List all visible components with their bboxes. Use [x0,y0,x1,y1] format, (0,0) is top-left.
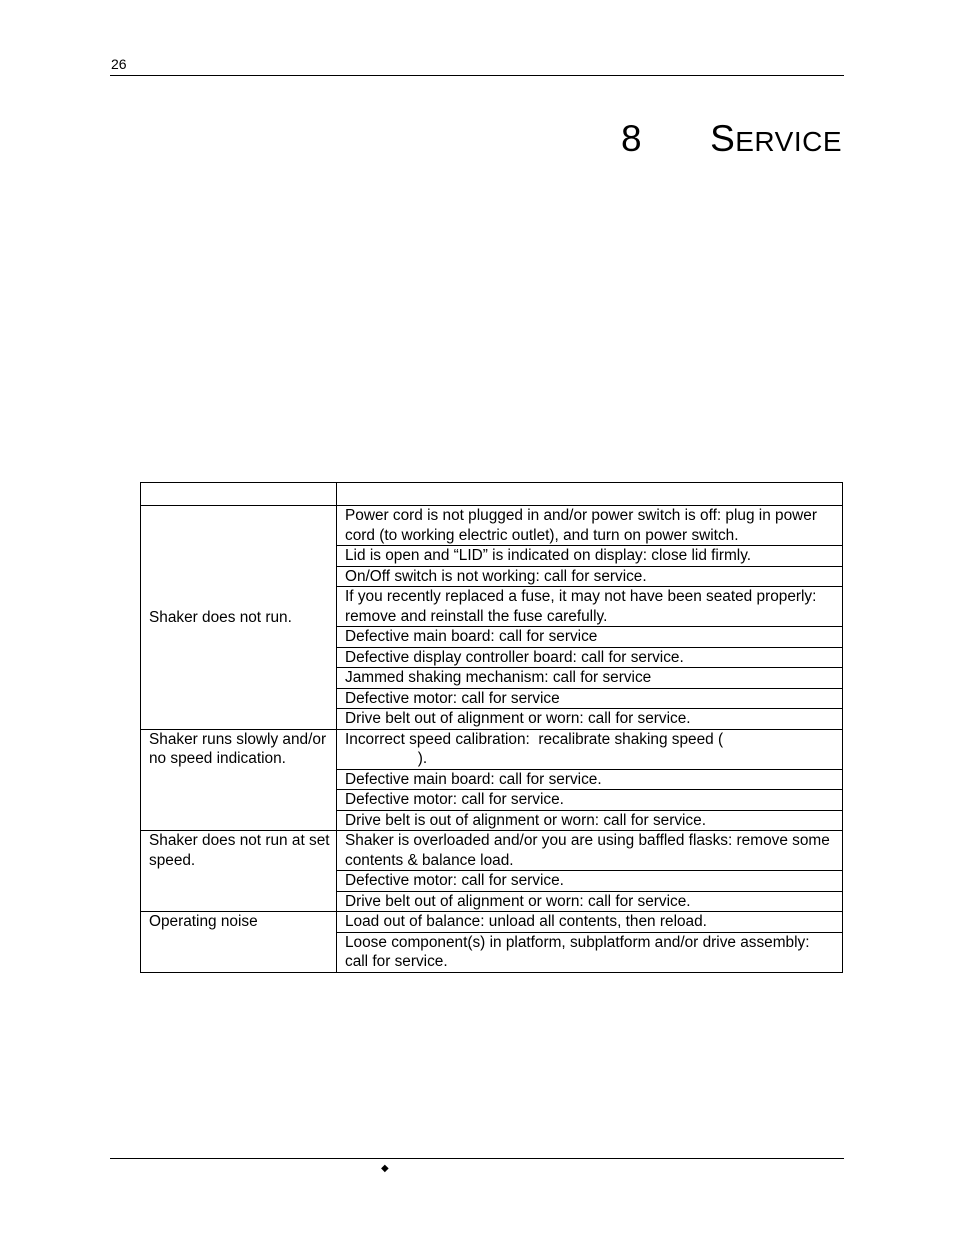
page-number: 26 [111,56,127,72]
chapter-title [621,118,842,160]
cause-cell: Defective motor: call for service [337,688,843,709]
problem-cell: Shaker does not run. [141,506,337,730]
cause-cell: Drive belt is out of alignment or worn: call for service. [337,810,843,831]
chapter-number: 8 [620,118,643,159]
cause-cell: Defective main board: call for service [337,627,843,648]
table-header-row [141,483,843,506]
cause-cell: Defective motor: call for service. [337,790,843,811]
table-row [141,506,843,546]
header-problem [141,483,337,506]
chapter-title-initial: S [710,118,736,159]
cause-cell: Drive belt out of alignment or worn: call for service. [337,709,843,730]
cause-cell: Shaker is overloaded and/or you are using baffled flasks: remove some contents & balance load. [337,831,843,871]
cause-cell: Load out of balance: unload all contents, then reload. [337,912,843,933]
header-cause [337,483,843,506]
table-row [141,831,843,871]
table-row [141,912,843,933]
cause-cell: Defective motor: call for service. [337,871,843,892]
problem-cell: Shaker runs slowly and/or no speed indication. [141,729,337,831]
troubleshooting-table [140,482,843,973]
cause-cell: On/Off switch is not working: call for service. [337,566,843,587]
cause-cell: Defective display controller board: call for service. [337,647,843,668]
table-row [141,729,843,769]
cause-cell: Loose component(s) in platform, subplatform and/or drive assembly: call for service. [337,932,843,972]
footer-rule [110,1158,844,1159]
table-body [141,506,843,973]
cause-cell: Incorrect speed calibration: recalibrate shaking speed ( ). [337,729,843,769]
cause-cell: Power cord is not plugged in and/or power switch is off: plug in power cord (to working electric outlet), and turn on power switch. [337,506,843,546]
footer-diamond-icon: ◆ [381,1163,389,1174]
cause-cell: Jammed shaking mechanism: call for service [337,668,843,689]
cause-cell: If you recently replaced a fuse, it may not have been seated properly: remove and reinstall the fuse carefully. [337,587,843,627]
problem-cell: Shaker does not run at set speed. [141,831,337,912]
problem-cell: Operating noise [141,912,337,973]
chapter-title-rest: ERVICE [735,126,842,157]
cause-cell: Drive belt out of alignment or worn: call for service. [337,891,843,912]
cause-cell: Defective main board: call for service. [337,769,843,790]
header-rule [110,75,844,76]
cause-cell: Lid is open and “LID” is indicated on display: close lid firmly. [337,546,843,567]
